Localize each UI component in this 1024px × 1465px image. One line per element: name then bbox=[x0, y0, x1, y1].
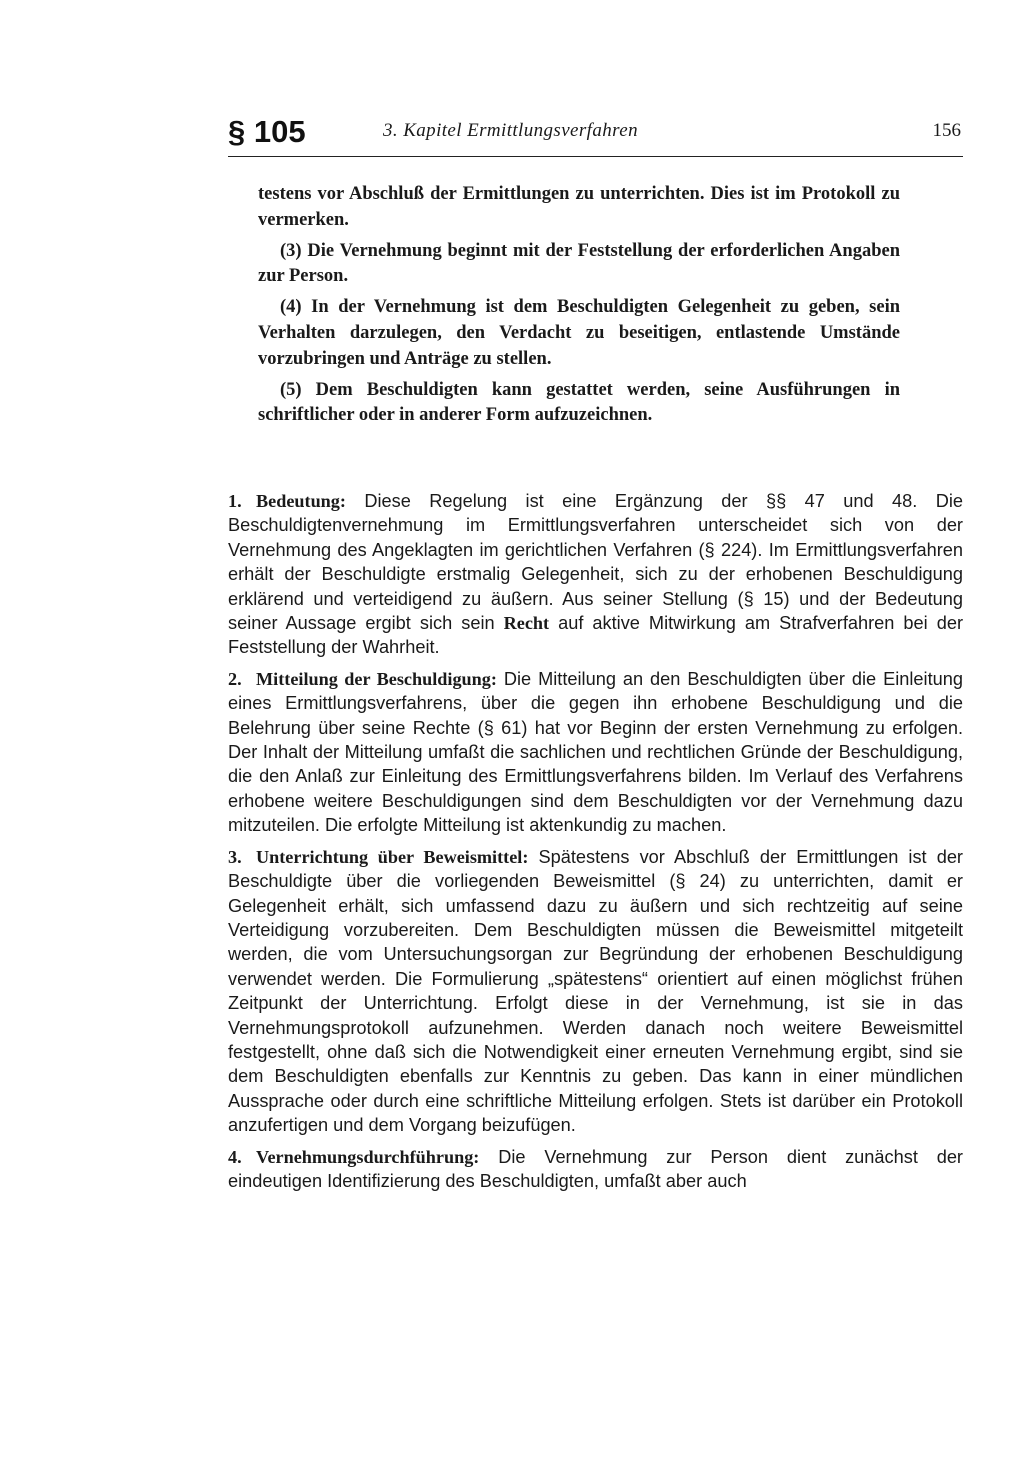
commentary-text: Diese Regelung ist eine Ergänzung der §§ 47 und 48. Die Beschuldigtenvernehmung im Ermittlungsverfahren unterscheidet sich von der Vernehmung des Angeklagten im gerichtlichen Verfahren (§ 224). Im Ermittlungsverfahren erhält der Beschuldigte erstmalig Gelegenheit, sich zu der erhobenen Beschuldigung erklärend und verteidigend zu äußern. Aus seiner Stellung (§ 15) und der Bedeutung seiner Aussage ergibt sich sein bbox=[228, 491, 963, 634]
page-number: 156 bbox=[932, 120, 961, 141]
law-paragraph-5: (5) Dem Beschuldigten kann gestattet werden, seine Ausführungen in schriftlicher oder in anderer Form aufzuzeichnen. bbox=[258, 379, 900, 426]
chapter-title: 3. Kapitel Ermittlungsverfahren bbox=[383, 120, 638, 141]
commentary-keyword: Bedeutung: bbox=[256, 491, 346, 511]
commentary-keyword: Vernehmungsdurchführung: bbox=[256, 1146, 480, 1167]
commentary-text: auf aktive Mitwirkung am Strafverfahren bei der Feststellung der Wahrheit. bbox=[228, 613, 963, 658]
commentary-text: Die Mitteilung an den Beschuldigten über die Einleitung eines Ermittlungsverfahrens, über die gegen ihn erhobene Beschuldigung und die Belehrung über seine Rechte (§ 61) hat vor Beginn der ersten Vernehmung zu erfolgen. Der Inhalt der Mitteilung umfaßt die sachlichen und rechtlichen Gründe der Beschuldigung, die den Anlaß zur Einleitung des Ermittlungsverfahrens bilden. Im Verlauf des Verfahrens erhobene weitere Beschuldigungen sind dem Beschuldigten vor der Vernehmung dazu mitzuteilen. Die erfolgte Mitteilung ist aktenkundig zu machen. bbox=[228, 668, 963, 836]
law-text bbox=[258, 182, 900, 434]
law-paragraph-continuation: testens vor Abschluß der Ermittlungen zu unterrichten. Dies ist im Protokoll zu vermerken. bbox=[258, 184, 900, 230]
commentary-keyword: Unterrichtung über Beweismittel: bbox=[256, 846, 529, 867]
page-header bbox=[228, 112, 963, 157]
commentary-number: 3. bbox=[228, 846, 242, 867]
commentary-number: 1. bbox=[228, 491, 242, 511]
commentary-number: 4. bbox=[228, 1146, 242, 1167]
commentary-item-1 bbox=[228, 489, 963, 660]
commentary-item-2 bbox=[228, 667, 963, 838]
commentary-item-3 bbox=[228, 845, 963, 1138]
section-number: § 105 bbox=[228, 114, 306, 149]
commentary-item-4 bbox=[228, 1145, 963, 1194]
commentary-text: Spätestens vor Abschluß der Ermittlungen ist der Beschuldigte über die vorliegenden Beweismittel (§ 24) zu unterrichten, damit er Gelegenheit erhält, sich umfassend dazu zu äußern und sich rechtzeitig auf seine Verteidigung vorzubereiten. Dem Beschuldigten müssen die Beweismittel mitgeteilt werden, die vom Untersuchungsorgan zur Begründung der erhobenen Beschuldigung verwendet werden. Die Formulierung „spätestens“ orientiert auf einen möglichst frühen Zeitpunkt der Unterrichtung. Erfolgt diese in der Vernehmung, ist sie in das Vernehmungsprotokoll aufzunehmen. Werden danach noch weitere Beweismittel festgestellt, ohne daß sich die Notwendigkeit einer erneuten Vernehmung ergibt, sind sie dem Beschuldigten ebenfalls zur Kenntnis zu geben. Das kann in einer mündlichen Aussprache oder durch eine schriftliche Mitteilung erfolgen. Stets ist darüber ein Protokoll anzufertigen und dem Vorgang beizufügen. bbox=[228, 846, 963, 1136]
law-paragraph-3: (3) Die Vernehmung beginnt mit der Feststellung der erforderlichen Angaben zur Person. bbox=[258, 240, 900, 287]
commentary-text: Die Vernehmung zur Person dient zunächst der eindeutigen Identifizierung des Beschuldigten, umfaßt aber auch bbox=[228, 1146, 963, 1191]
commentary bbox=[228, 489, 963, 1200]
commentary-keyword: Mitteilung der Beschuldigung: bbox=[256, 668, 497, 689]
commentary-number: 2. bbox=[228, 668, 242, 689]
commentary-emphasis: Recht bbox=[503, 613, 550, 634]
law-paragraph-4: (4) In der Vernehmung ist dem Beschuldigten Gelegenheit zu geben, sein Verhalten darzulegen, den Verdacht zu beseitigen, entlastende Umstände vorzubringen und Anträge zu stellen. bbox=[258, 297, 900, 369]
